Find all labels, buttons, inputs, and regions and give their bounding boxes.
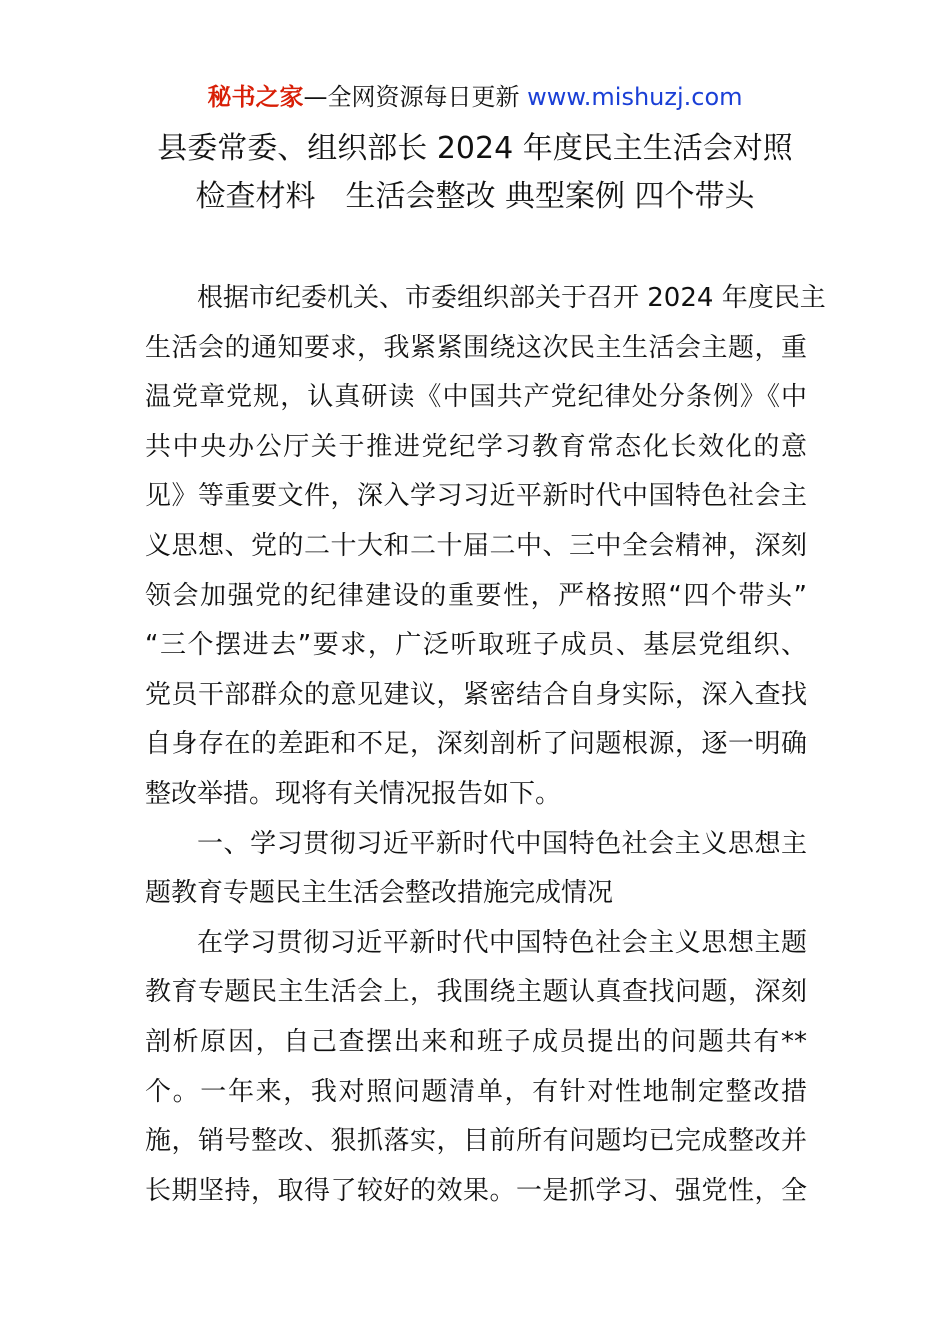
body-line: “三个摆进去”要求，广泛听取班子成员、基层党组织、	[145, 630, 807, 661]
body-line: 在学习贯彻习近平新时代中国特色社会主义思想主题	[197, 927, 807, 958]
body-line: 生活会的通知要求，我紧紧围绕这次民主生活会主题，重	[145, 332, 807, 363]
body-line: 共中央办公厅关于推进党纪学习教育常态化长效化的意	[145, 431, 807, 462]
document-body	[145, 274, 826, 1216]
body-line: 党员干部群众的意见建议，紧密结合自身实际，深入查找	[145, 679, 807, 710]
body-line: 自身存在的差距和不足，深刻剖析了问题根源，逐一明确	[145, 729, 807, 760]
site-url: www.mishuzj.com	[527, 83, 743, 111]
body-line: 施，销号整改、狠抓落实，目前所有问题均已完成整改并	[145, 1126, 807, 1157]
body-line: 见》等重要文件，深入学习习近平新时代中国特色社会主	[145, 481, 807, 512]
section-heading-line: 题教育专题民主生活会整改措施完成情况	[145, 878, 614, 909]
brand-name: 秘书之家	[207, 83, 304, 111]
page-header	[0, 80, 950, 114]
body-line: 教育专题民主生活会上，我围绕主题认真查找问题，深刻	[145, 977, 807, 1008]
body-line: 长期坚持，取得了较好的效果。一是抓学习、强党性，全	[145, 1175, 807, 1206]
body-line: 个。一年来，我对照问题清单，有针对性地制定整改措	[145, 1076, 807, 1107]
title-line-1: 县委常委、组织部长 2024 年度民主生活会对照	[157, 131, 793, 166]
title-line-2: 检查材料 生活会整改 典型案例 四个带头	[195, 179, 755, 214]
body-line: 整改举措。现将有关情况报告如下。	[145, 778, 562, 809]
section-heading-line: 一、学习贯彻习近平新时代中国特色社会主义思想主	[197, 828, 807, 859]
body-line: 剖析原因，自己查摆出来和班子成员提出的问题共有**	[145, 1026, 807, 1057]
body-line: 领会加强党的纪律建设的重要性，严格按照“四个带头”	[145, 580, 807, 611]
header-tagline: —全网资源每日更新	[303, 83, 528, 111]
body-line: 义思想、党的二十大和二十届二中、三中全会精神，深刻	[145, 530, 807, 561]
body-line: 根据市纪委机关、市委组织部关于召开 2024 年度民主	[197, 283, 826, 313]
body-line: 温党章党规，认真研读《中国共产党纪律处分条例》《中	[145, 382, 807, 413]
document-title	[100, 125, 850, 221]
